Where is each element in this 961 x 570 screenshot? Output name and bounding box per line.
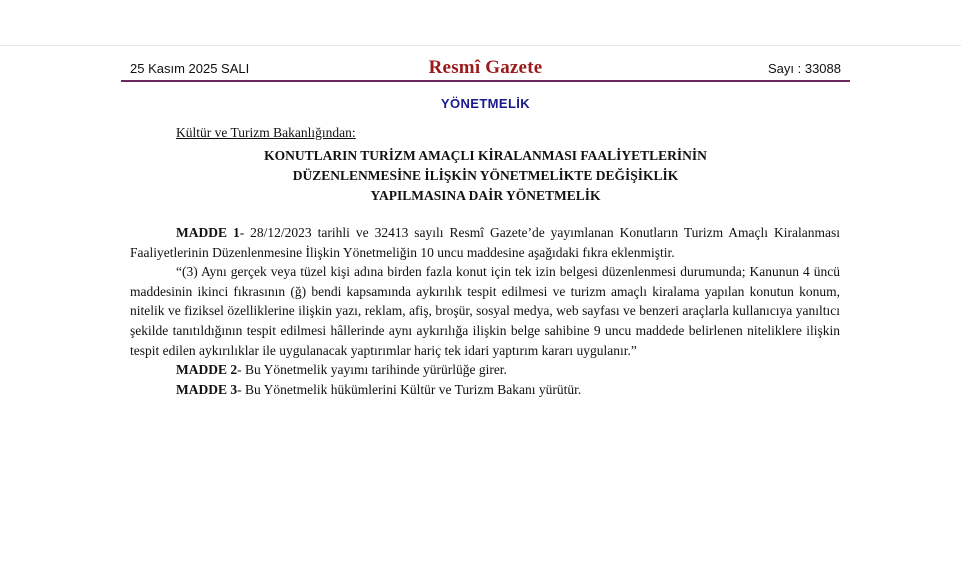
section-heading: YÖNETMELİK — [440, 96, 531, 111]
article-text: - Bu Yönetmelik hükümlerini Kültür ve Turizm Bakanı yürütür. — [237, 381, 582, 397]
regulation-title-line: YAPILMASINA DAİR YÖNETMELİK — [370, 188, 601, 203]
article-text: - 28/12/2023 tarihli ve 32413 sayılı Resmî Gazete’de yayımlanan Konutların Turizm Amaçlı Kiralanması Faaliyetlerinin Düzenlenmesine İlişkin Yönetmeliğin 10 uncu maddesine aşağıdaki fıkra eklenmiştir. — [130, 225, 840, 260]
top-divider — [0, 45, 961, 46]
ministry-name: Kültür ve Turizm Bakanlığından: — [176, 125, 356, 140]
issue-number: Sayı : 33088 — [768, 61, 841, 76]
gazette-document — [121, 58, 850, 399]
regulation-title-line: KONUTLARIN TURİZM AMAÇLI KİRALANMASI FAALİYETLERİNİN — [264, 148, 707, 163]
regulation-title-line: DÜZENLENMESİNE İLİŞKİN YÖNETMELİKTE DEĞİŞİKLİK — [292, 168, 679, 183]
added-clause — [130, 262, 840, 360]
article-text: - Bu Yönetmelik yayımı tarihinde yürürlüğe girer. — [237, 362, 507, 378]
regulation-title — [121, 146, 850, 206]
article-3 — [130, 380, 840, 400]
regulation-body — [130, 223, 840, 399]
article-1 — [130, 223, 840, 262]
masthead — [121, 58, 850, 82]
clause-text: “(3) Aynı gerçek veya tüzel kişi adına birden fazla konut için tek izin belgesi düzenlenmesi durumunda; Kanunun 4 üncü maddesinin ikinci fıkrasının (ğ) bendi kapsamında aykırılık tespit edilmesi ve turizm amaçlı kiralama yapılan konutun konum, nitelik ve fiziksel özelliklerine ilişkin yazı, reklam, afiş, broşür, sosyal medya, web sayfası ve benzeri araçlarla kullanıcıya yanıltıcı şekilde tanıtıldığının tespit edilmesi hâllerinde aynı aykırılığa ilişkin belge sahibine 9 uncu maddede belirlenen niteliklere ilişkin tespit edilen aykırılıklar ile uygulanacak yaptırımlar hariç tek idari yaptırım kararı uygulanır.” — [130, 264, 840, 358]
article-label: MADDE 2 — [176, 362, 238, 378]
article-label: MADDE 1 — [176, 225, 240, 240]
issue-date: 25 Kasım 2025 SALI — [130, 61, 250, 76]
paper-name: Resmî Gazete — [428, 57, 543, 78]
article-label: MADDE 3 — [176, 381, 238, 397]
article-2 — [130, 360, 840, 380]
